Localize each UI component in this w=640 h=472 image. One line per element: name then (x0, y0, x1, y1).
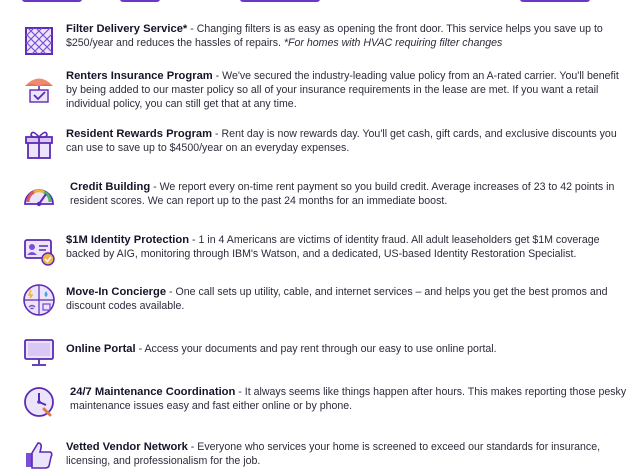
top-decoration (0, 0, 640, 10)
id-card-icon (22, 233, 56, 267)
benefit-description: - It always seems like things happen after hours. This makes reporting those pesky maintenance issues easy and fast either online or by phone. (70, 386, 627, 413)
benefit-description: - We've secured the industry-leading value policy from an A-rated carrier. You'll benefit by being added to our master policy so all of your insurance requirements in the lease are met. If you want a retail individual policy, you can still get that at any time. (66, 70, 619, 111)
benefit-title: Move-In Concierge (66, 286, 167, 298)
benefit-description: - We report every on-time rent payment so you build credit. Average increases of 23 to 42 points in resident scores. We can report up to the past 24 months for an immediate boost. (70, 181, 615, 208)
utilities-icon (22, 283, 56, 317)
benefit-title: Renters Insurance Program (66, 70, 213, 82)
benefit-description: - One call sets up utility, cable, and internet services – and helps you get the best promos and discount codes available. (66, 286, 608, 313)
air-filter-icon (22, 24, 56, 58)
benefit-title: Filter Delivery Service* (66, 23, 188, 35)
benefit-title: Vetted Vendor Network (66, 441, 188, 453)
benefit-description: - 1 in 4 Americans are victims of identity fraud. All adult leaseholders get $1M coverage backed by AIG, monitoring through IBM's Watson, and a dedicated, US-based Identity Restoration Specialist. (66, 234, 600, 261)
benefit-description: - Rent day is now rewards day. You'll get cash, gift cards, and exclusive discounts you can use to save up to $4500/year on an everyday expenses. (66, 128, 617, 155)
umbrella-icon (22, 71, 56, 105)
clock-icon (22, 385, 56, 419)
thumbs-up-icon (22, 438, 56, 472)
benefit-title: Resident Rewards Program (66, 128, 213, 140)
benefit-title: $1M Identity Protection (66, 234, 190, 246)
benefit-footnote: *For homes with HVAC requiring filter changes (283, 37, 503, 50)
benefit-title: 24/7 Maintenance Coordination (70, 386, 236, 398)
monitor-icon (22, 335, 56, 369)
credit-gauge-icon (22, 180, 56, 214)
benefit-description: - Changing filters is as easy as opening the front door. This service helps you save up to $250/year and reduces the hassles of repairs. (66, 23, 603, 50)
benefit-description: - Everyone who services your home is screened to exceed our standards for insurance, licensing, and professionalism for the job. (66, 441, 601, 468)
benefit-title: Credit Building (70, 181, 151, 193)
benefit-description: - Access your documents and pay rent through our easy to use online portal. (135, 343, 497, 355)
benefit-title: Online Portal (66, 343, 136, 355)
gift-icon (22, 127, 56, 161)
